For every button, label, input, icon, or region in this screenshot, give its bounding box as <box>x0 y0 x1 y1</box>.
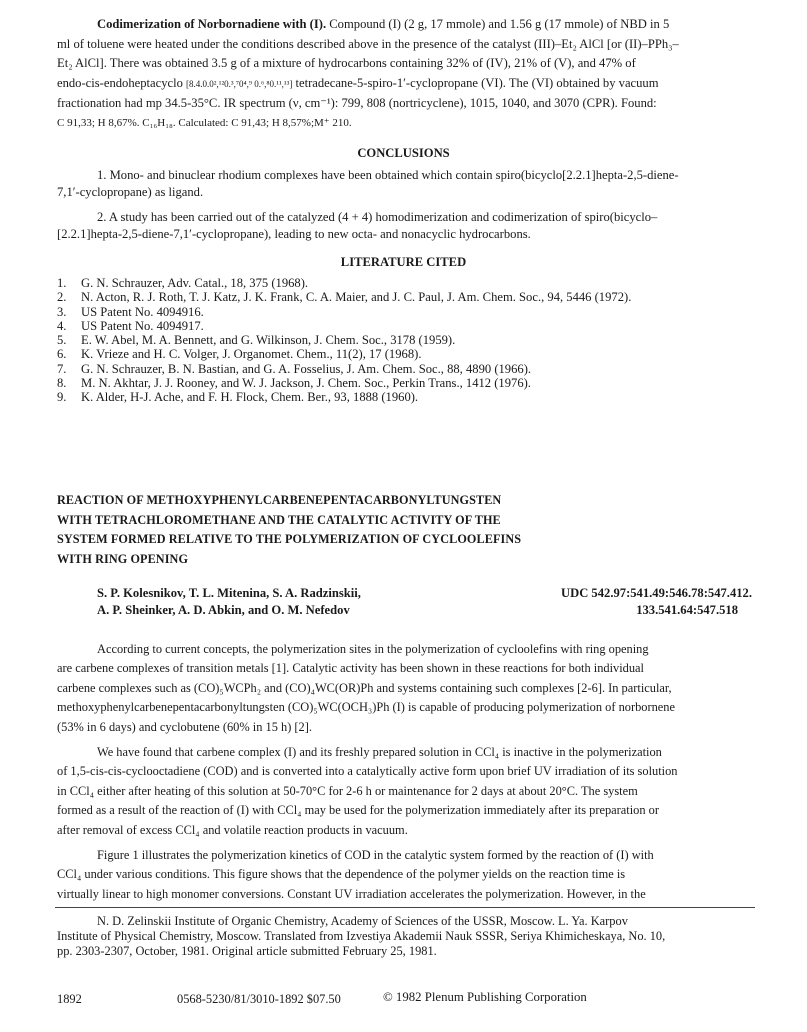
footnote-line: Institute of Physical Chemistry, Moscow. Translated from Izvestiya Akademii Nauk SSSR, Seriya Khimicheskaya, No. 10, <box>57 929 666 944</box>
author-line: A. P. Sheinker, A. D. Abkin, and O. M. Nefedov <box>97 602 350 617</box>
text-line: endo-cis-endoheptacyclo <box>57 75 183 90</box>
conclusion-item: 1. Mono- and binuclear rhodium complexes have been obtained which contain spiro(bicyclo[2.2.1]hepta-2,5-diene- <box>97 168 679 182</box>
text-line: Compound (I) (2 g, 17 mmole) and 1.56 g (17 mmole) of NBD in 5 <box>329 17 670 31</box>
page-number: 1892 <box>57 992 82 1006</box>
title-line: WITH RING OPENING <box>57 551 189 566</box>
body-paragraph: We have found that carbene complex (I) and its freshly prepared solution in CCl₄ is inactive in the polymerization of 1,5-cis-cis-cyclooctadiene (COD) and is converted into a catalytically active form upon brief UV irradiation of its solution in CCl₄ either after heating of this solution at 50-70°C for 2-6 h or maintenance for 2 days at about 20°C. The system formed as a result of the reaction of (I) with CCl₄ may be used for the polymerization immediately after its preparation or after removal of excess CCl₄ and volatile reaction products in vacuum. <box>57 745 678 837</box>
text-line: tetradecane-5-spiro-1′-cyclopropane (VI). The (VI) obtained by vacuum <box>295 75 659 90</box>
article-body <box>57 640 761 904</box>
reference-item: 1. G. N. Schrauzer, Adv. Catal., 18, 375 (1968). <box>57 276 309 290</box>
conclusion-item: [2.2.1]hepta-2,5-diene-7,1′-cyclopropane), leading to new octa- and nonacyclic hydrocarbons. <box>57 227 531 241</box>
body-paragraph: According to current concepts, the polymerization sites in the polymerization of cycloolefins with ring opening are carbene complexes of transition metals [1]. Catalytic activity has been shown in these reactions for both individual carbene complexes such as (CO)₅WCPh₂ and (CO)₄WC(OR)Ph and systems containing such complexes [2-6]. In particular, methoxyphenylcarbenepentacarbonyltungsten (CO)₅WC(OCH₃)Ph (I) is capable of producing polymerization of norbornene (53% in 6 days) and cyclobutene (60% in 15 h) [2]. <box>57 642 676 734</box>
title-line: WITH TETRACHLOROMETHANE AND THE CATALYTIC ACTIVITY OF THE <box>57 512 501 527</box>
reference-item: 6. K. Vrieze and H. C. Volger, J. Organomet. Chem., 11(2), 17 (1968). <box>57 347 422 362</box>
title-line: SYSTEM FORMED RELATIVE TO THE POLYMERIZATION OF CYCLOOLEFINS <box>57 532 522 547</box>
author-line: S. P. Kolesnikov, T. L. Mitenina, S. A. Radzinskii, <box>97 586 361 600</box>
reference-item: 9. K. Alder, H-J. Ache, and F. H. Flock, Chem. Ber., 93, 1888 (1960). <box>57 390 419 405</box>
footnote-line: pp. 2303-2307, October, 1981. Original article submitted February 25, 1981. <box>57 944 437 959</box>
copyright: © 1982 Plenum Publishing Corporation <box>383 990 587 1004</box>
formula-superscripts: [8.4.0.0²,¹²0.³,⁷0⁴,⁹ 0.⁶,⁸0.¹¹,¹³] <box>186 78 293 89</box>
title-line: REACTION OF METHOXYPHENYLCARBENEPENTACARBONYLTUNGSTEN <box>57 493 502 507</box>
reference-item: 7. G. N. Schrauzer, B. N. Bastian, and G. A. Fosselius, J. Am. Chem. Soc., 88, 4890 (1966). <box>57 361 532 376</box>
literature-heading: LITERATURE CITED <box>340 255 467 269</box>
footnote-rule <box>55 907 755 908</box>
section-lead: Codimerization of Norbornadiene with (I). <box>97 17 327 31</box>
reference-item: 5. E. W. Abel, M. A. Bennett, and G. Wilkinson, J. Chem. Soc., 3178 (1959). <box>57 333 456 348</box>
article-title <box>57 491 777 569</box>
footnote-line: N. D. Zelinskii Institute of Organic Chemistry, Academy of Sciences of the USSR, Moscow. L. Ya. Karpov <box>97 914 628 928</box>
reference-item: 4. US Patent No. 4094917. <box>57 318 204 333</box>
conclusion-item: 7,1′-cyclopropane) as ligand. <box>57 185 204 199</box>
journal-code: 0568-5230/81/3010-1892 $07.50 <box>177 992 341 1006</box>
reference-item: 3. US Patent No. 4094916. <box>57 304 204 319</box>
body-paragraph: Figure 1 illustrates the polymerization kinetics of COD in the catalytic system formed by the reaction of (I) with CCl₄ under various conditions. This figure shows that the dependence of the polymer yields on the reaction time is virtually linear to high monomer conversions. Constant UV irradiation accelerates the polymerization. However, in the <box>57 848 654 901</box>
codimerization-paragraph <box>57 15 757 133</box>
text-line: fractionation had mp 34.5-35°C. IR spectrum (ν, cm⁻¹): 799, 808 (nortricyclene), 1015, 1040, and 3070 (CPR). Found: <box>57 96 657 110</box>
authors <box>97 585 457 618</box>
conclusion-item: 2. A study has been carried out of the catalyzed (4 + 4) homodimerization and codimerization of spiro(bicyclo– <box>97 210 658 224</box>
reference-item: 8. M. N. Akhtar, J. J. Rooney, and W. J. Jackson, J. Chem. Soc., Perkin Trans., 1412 (1976). <box>57 376 531 391</box>
reference-list <box>57 276 777 405</box>
footnote <box>57 914 757 960</box>
conclusions-heading: CONCLUSIONS <box>357 146 450 160</box>
udc-line: UDC 542.97:541.49:546.78:547.412. <box>561 586 752 600</box>
text-line: Et₂ AlCl]. There was obtained 3.5 g of a mixture of hydrocarbons containing 32% of (IV), 21% of (V), and 47% of <box>57 56 636 70</box>
conclusions-list <box>57 167 757 243</box>
text-line: ml of toluene were heated under the conditions described above in the presence of the catalyst (III)–Et₂ AlCl [or (II)–PPh₃– <box>57 36 679 51</box>
text-line: C 91,33; H 8,67%. C₁₆H₁₈. Calculated: C 91,43; H 8,57%;M⁺ 210. <box>57 116 352 129</box>
reference-item: 2. N. Acton, R. J. Roth, T. J. Katz, J. K. Frank, C. A. Maier, and J. C. Paul, J. Am. Chem. Soc., 94, 5446 (1972). <box>57 290 632 305</box>
udc-code <box>470 585 752 618</box>
udc-line: 133.541.64:547.518 <box>636 602 738 617</box>
